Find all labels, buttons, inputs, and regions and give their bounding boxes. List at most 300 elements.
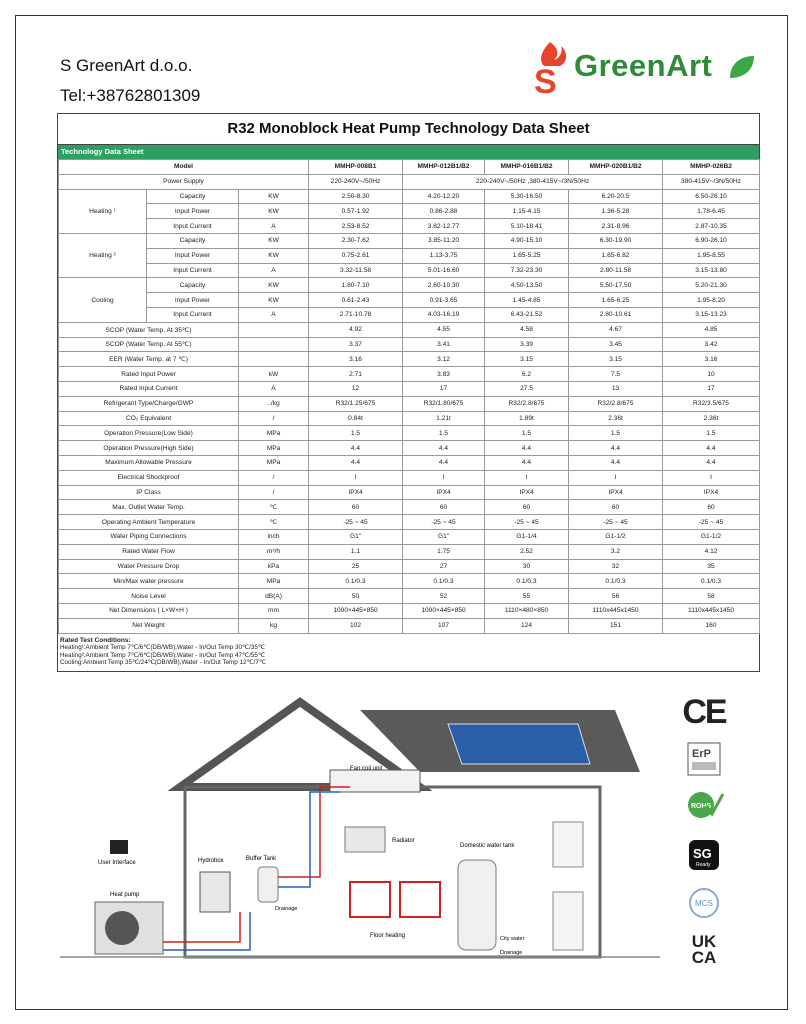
value-cell: 55 [485, 589, 569, 604]
value-cell: 4.4 [569, 441, 663, 456]
value-cell: 2.50-8.30 [309, 189, 403, 204]
fan-coil-label: Fan coil unit [350, 766, 383, 772]
power-supply-value: 220-240V~/50Hz [309, 174, 403, 189]
unit-cell: A [239, 381, 309, 396]
unit-cell: A [239, 307, 309, 322]
floor-heating-left [350, 882, 390, 917]
floor-heating-right [400, 882, 440, 917]
floor-heating-label: Floor heating [370, 933, 406, 939]
table-row [59, 278, 760, 293]
section-band: Technology Data Sheet [58, 145, 759, 159]
param-cell: Refrigerant Type/Charge/GWP [59, 396, 239, 411]
value-cell: 6.43-21.52 [485, 307, 569, 322]
value-cell: 1.75 [403, 544, 485, 559]
unit-cell: KW [239, 233, 309, 248]
value-cell: 2.53-8.52 [309, 219, 403, 234]
value-cell: 3.15 [569, 352, 663, 367]
value-cell: G1-1/4 [485, 529, 569, 544]
param-cell: Input Power [147, 204, 239, 219]
value-cell: 6.2 [485, 367, 569, 382]
value-cell: 2.30-7.62 [309, 233, 403, 248]
unit-cell [239, 337, 309, 352]
logo-wordmark: GreenArt [574, 48, 713, 83]
unit-cell: m³/h [239, 544, 309, 559]
value-cell: 160 [663, 618, 760, 633]
value-cell: 4.4 [663, 455, 760, 470]
house-wall [185, 787, 600, 957]
value-cell: 0.75-2.61 [309, 248, 403, 263]
table-row [59, 307, 760, 322]
value-cell: 3.12 [403, 352, 485, 367]
domestic-water-tank [458, 860, 496, 950]
value-cell: -25 ~ 45 [403, 515, 485, 530]
flame-s-icon [530, 38, 578, 98]
table-row [59, 515, 760, 530]
table-row [59, 174, 760, 189]
param-cell: Water Pressure Drop [59, 559, 239, 574]
table-row [59, 322, 760, 337]
drainage-label: Drainage [500, 950, 523, 956]
user-interface-label: User Interface [98, 860, 136, 866]
param-cell: Min/Max water pressure [59, 574, 239, 589]
value-cell: 6.50-26.10 [663, 189, 760, 204]
note-line: Heating²:Ambient Temp 7℃/6℃(DB/WB),Water - In/Out Temp 47℃/55℃ [60, 651, 265, 659]
power-supply-value: 220-240V~/50Hz ,380-415V~/3N/50Hz [403, 174, 663, 189]
value-cell: 27.5 [485, 381, 569, 396]
value-cell: 3.39 [485, 337, 569, 352]
group-label: Heating ¹ [59, 189, 147, 233]
value-cell: 107 [403, 618, 485, 633]
svg-text:SG: SG [693, 846, 712, 861]
value-cell: 1000×445×850 [403, 603, 485, 618]
unit-cell: KW [239, 293, 309, 308]
value-cell: IPX4 [485, 485, 569, 500]
value-cell: 4.90-15.10 [485, 233, 569, 248]
group-label: Heating ² [59, 233, 147, 277]
value-cell: 5.10-18.41 [485, 219, 569, 234]
value-cell: 4.4 [485, 455, 569, 470]
value-cell: 25 [309, 559, 403, 574]
value-cell: I [309, 470, 403, 485]
unit-cell: KW [239, 189, 309, 204]
unit-cell: kg [239, 618, 309, 633]
value-cell: 3.16 [663, 352, 760, 367]
model-header: MMHP-026B2 [663, 160, 760, 175]
param-cell: Operation Pressure(Low Side) [59, 426, 239, 441]
value-cell: 5.20-21.30 [663, 278, 760, 293]
spec-table [58, 159, 760, 634]
sg-ready-badge [674, 838, 734, 877]
param-cell: Input Current [147, 307, 239, 322]
table-row [59, 455, 760, 470]
pipe-supply [278, 787, 350, 877]
value-cell: I [569, 470, 663, 485]
value-cell: 3.2 [569, 544, 663, 559]
domestic-tank-label: Domestic water tank [460, 843, 515, 849]
value-cell: 4.03-16.19 [403, 307, 485, 322]
sheet-title: R32 Monoblock Heat Pump Technology Data Sheet [58, 114, 759, 145]
value-cell: 1.5 [663, 426, 760, 441]
value-cell: G1-1/2 [569, 529, 663, 544]
unit-cell: ℃ [239, 515, 309, 530]
value-cell: 56 [569, 589, 663, 604]
value-cell: R32/2.8/675 [569, 396, 663, 411]
table-row [59, 293, 760, 308]
value-cell: 2.36t [663, 411, 760, 426]
table-row [59, 559, 760, 574]
phone-number: Tel:+38762801309 [60, 86, 201, 105]
value-cell: 1.21t [403, 411, 485, 426]
value-cell: 6.30-19.90 [569, 233, 663, 248]
radiator-label: Radiator [392, 838, 415, 844]
table-row [59, 337, 760, 352]
value-cell: 2.71-10.78 [309, 307, 403, 322]
value-cell: IPX4 [569, 485, 663, 500]
table-row [59, 219, 760, 234]
value-cell: R32/3.5/675 [663, 396, 760, 411]
unit-cell: / [239, 485, 309, 500]
value-cell: 1.65-6.82 [569, 248, 663, 263]
drainage-label-1: Drainage [275, 906, 298, 912]
unit-cell: mm [239, 603, 309, 618]
param-cell: Net Dimensions ( L×W×H ) [59, 603, 239, 618]
param-cell: EER (Water Temp. at 7 ℃) [59, 352, 239, 367]
value-cell: 1.15-4.15 [485, 204, 569, 219]
value-cell: 1.78-6.45 [663, 204, 760, 219]
erp-badge [674, 742, 734, 781]
unit-cell [239, 352, 309, 367]
buffer-tank-label: Buffer Tank [246, 856, 277, 862]
pipe-cold [163, 912, 250, 950]
value-cell: 1110x445x1450 [663, 603, 760, 618]
param-cell: Rated Water Flow [59, 544, 239, 559]
note-line: Cooling:Ambient Temp 35℃/24℃(DB/WB),Water - In/Out Temp 12℃/7℃ [60, 659, 266, 666]
svg-text:Ready: Ready [696, 862, 711, 868]
value-cell: 3.15 [485, 352, 569, 367]
value-cell: 3.32-11.58 [309, 263, 403, 278]
value-cell: 2.52 [485, 544, 569, 559]
value-cell: 4.4 [403, 455, 485, 470]
model-header: MMHP-016B1/B2 [485, 160, 569, 175]
value-cell: 0.86-2.88 [403, 204, 485, 219]
value-cell: 2.87-10.35 [663, 219, 760, 234]
param-cell: Maximum Allowable Pressure [59, 455, 239, 470]
value-cell: 124 [485, 618, 569, 633]
table-row [59, 544, 760, 559]
param-cell: Noise Level [59, 589, 239, 604]
value-cell: 5.30-16.50 [485, 189, 569, 204]
value-cell: 0.1/0.3 [403, 574, 485, 589]
value-cell: 0.91-3.65 [403, 293, 485, 308]
value-cell: IPX4 [309, 485, 403, 500]
param-cell: CO₂ Equivalent [59, 411, 239, 426]
value-cell: 1.95-8.20 [663, 293, 760, 308]
param-cell: Electrical Shockproof [59, 470, 239, 485]
table-row [59, 263, 760, 278]
erp-icon [687, 742, 721, 776]
table-row [59, 426, 760, 441]
greenart-logo [530, 38, 750, 98]
sg-ready-icon [687, 838, 721, 872]
group-label: Cooling [59, 278, 147, 322]
value-cell: 2.60-10.30 [403, 278, 485, 293]
value-cell: 2.71 [309, 367, 403, 382]
value-cell: 7.32-23.30 [485, 263, 569, 278]
value-cell: 1.65-5.25 [485, 248, 569, 263]
value-cell: 3.15-13.80 [663, 263, 760, 278]
unit-cell: MPa [239, 455, 309, 470]
param-cell: IP Class [59, 485, 239, 500]
value-cell: 35 [663, 559, 760, 574]
value-cell: IPX4 [663, 485, 760, 500]
value-cell: 1.80-7.10 [309, 278, 403, 293]
table-row [59, 589, 760, 604]
unit-cell: A [239, 219, 309, 234]
model-header: MMHP-020B1/B2 [569, 160, 663, 175]
param-cell: Net Weight [59, 618, 239, 633]
unit-cell: / [239, 411, 309, 426]
power-supply-value: 380-415V~/3N/50Hz [663, 174, 760, 189]
value-cell: -25 ~ 45 [485, 515, 569, 530]
value-cell: 3.15-13.23 [663, 307, 760, 322]
table-row [59, 233, 760, 248]
value-cell: 0.1/0.3 [485, 574, 569, 589]
value-cell: 3.41 [403, 337, 485, 352]
svg-text:S: S [534, 63, 557, 98]
value-cell: G1-1/2 [663, 529, 760, 544]
rohs-badge [674, 788, 734, 827]
value-cell: IPX4 [403, 485, 485, 500]
value-cell: 4.20-12.20 [403, 189, 485, 204]
value-cell: 1000×445×850 [309, 603, 403, 618]
table-row [59, 485, 760, 500]
model-label: Model [59, 160, 309, 175]
value-cell: -25 ~ 45 [309, 515, 403, 530]
value-cell: 4.85 [663, 322, 760, 337]
value-cell: 102 [309, 618, 403, 633]
model-header: MMHP-008B1 [309, 160, 403, 175]
table-row [59, 529, 760, 544]
value-cell: 4.4 [403, 441, 485, 456]
svg-text:ErP: ErP [692, 748, 711, 760]
value-cell: 3.16 [309, 352, 403, 367]
value-cell: 7.5 [569, 367, 663, 382]
value-cell: 1110×480×850 [485, 603, 569, 618]
table-row [59, 470, 760, 485]
value-cell: 151 [569, 618, 663, 633]
radiator [345, 827, 385, 852]
value-cell: 1.89t [485, 411, 569, 426]
value-cell: 0.84t [309, 411, 403, 426]
param-cell: Max. Outlet Water Temp. [59, 500, 239, 515]
table-row [59, 500, 760, 515]
param-cell: Rated Input Power [59, 367, 239, 382]
table-row [59, 352, 760, 367]
value-cell: 1.95-8.55 [663, 248, 760, 263]
value-cell: 1.5 [309, 426, 403, 441]
rohs-icon [684, 788, 724, 822]
unit-cell: KW [239, 278, 309, 293]
unit-cell: inch [239, 529, 309, 544]
pipe-hot [163, 912, 240, 942]
value-cell: 60 [485, 500, 569, 515]
unit-cell: MPa [239, 574, 309, 589]
value-cell: 2.31-8.96 [569, 219, 663, 234]
note-line: Heating¹:Ambient Temp 7℃/6℃(DB/WB),Water - In/Out Temp 30℃/35℃ [60, 644, 265, 651]
heat-pump-fan [105, 911, 139, 945]
mcs-icon [687, 886, 721, 920]
unit-cell: dB(A) [239, 589, 309, 604]
value-cell: 0.57-1.92 [309, 204, 403, 219]
value-cell: 5.01-16.60 [403, 263, 485, 278]
value-cell: 60 [309, 500, 403, 515]
value-cell: 50 [309, 589, 403, 604]
value-cell: 12 [309, 381, 403, 396]
param-cell: Input Power [147, 248, 239, 263]
value-cell: -25 ~ 45 [663, 515, 760, 530]
fan-coil-unit [330, 770, 420, 792]
value-cell: 1.45-4.85 [485, 293, 569, 308]
unit-cell: MPa [239, 426, 309, 441]
ukca-mark: UK CA [691, 932, 717, 967]
data-sheet [57, 113, 760, 672]
param-cell: Capacity [147, 189, 239, 204]
value-cell: R32/2.8/675 [485, 396, 569, 411]
buffer-tank [258, 867, 278, 902]
unit-cell: kPa [239, 559, 309, 574]
value-cell: 52 [403, 589, 485, 604]
value-cell: 4.58 [485, 322, 569, 337]
param-cell: Input Current [147, 219, 239, 234]
value-cell: G1" [403, 529, 485, 544]
value-cell: 6.20-20.5 [569, 189, 663, 204]
value-cell: R32/1.25/675 [309, 396, 403, 411]
param-cell: Capacity [147, 233, 239, 248]
value-cell: I [403, 470, 485, 485]
leaf-icon [726, 52, 756, 82]
value-cell: 6.90-26.10 [663, 233, 760, 248]
value-cell: 4.4 [485, 441, 569, 456]
value-cell: 1.5 [569, 426, 663, 441]
test-conditions [58, 634, 759, 671]
param-cell: SCOP (Water Temp. At 35℃) [59, 322, 239, 337]
value-cell: 5.50-17.50 [569, 278, 663, 293]
table-row [59, 618, 760, 633]
unit-cell [239, 322, 309, 337]
param-cell: Operating Ambient Temperature [59, 515, 239, 530]
param-cell: Capacity [147, 278, 239, 293]
table-row [59, 367, 760, 382]
value-cell: 4.4 [663, 441, 760, 456]
svg-text:MCS: MCS [695, 899, 713, 908]
table-row [59, 248, 760, 263]
table-row [59, 574, 760, 589]
value-cell: I [485, 470, 569, 485]
value-cell: 4.50-13.50 [485, 278, 569, 293]
value-cell: 1.1 [309, 544, 403, 559]
value-cell: 4.4 [309, 441, 403, 456]
value-cell: 2.80-10.61 [569, 307, 663, 322]
value-cell: 1.5 [403, 426, 485, 441]
value-cell: 13 [569, 381, 663, 396]
inverter [553, 822, 583, 867]
value-cell: 3.83 [403, 367, 485, 382]
value-cell: 1.36-5.28 [569, 204, 663, 219]
hydrobox [200, 872, 230, 912]
ce-mark: CE [682, 693, 726, 731]
table-row [59, 204, 760, 219]
value-cell: 3.42 [663, 337, 760, 352]
value-cell: 1.13-3.75 [403, 248, 485, 263]
user-interface-panel [110, 840, 128, 854]
table-row [59, 381, 760, 396]
value-cell: 30 [485, 559, 569, 574]
value-cell: 27 [403, 559, 485, 574]
unit-cell: kW [239, 367, 309, 382]
value-cell: 17 [403, 381, 485, 396]
power-supply-label: Power Supply [59, 174, 309, 189]
solar-panel [448, 724, 590, 764]
param-cell: Water Piping Connections [59, 529, 239, 544]
value-cell: 3.82-12.77 [403, 219, 485, 234]
table-row [59, 160, 760, 175]
value-cell: 60 [403, 500, 485, 515]
value-cell: 1.5 [485, 426, 569, 441]
value-cell: 3.37 [309, 337, 403, 352]
value-cell: 1.65-6.25 [569, 293, 663, 308]
value-cell: 0.1/0.3 [569, 574, 663, 589]
value-cell: I [663, 470, 760, 485]
value-cell: 32 [569, 559, 663, 574]
param-cell: Input Power [147, 293, 239, 308]
param-cell: Operation Pressure(High Side) [59, 441, 239, 456]
value-cell: G1" [309, 529, 403, 544]
battery [553, 892, 583, 950]
value-cell: R32/1.80/675 [403, 396, 485, 411]
unit-cell: ../kg [239, 396, 309, 411]
param-cell: SCOP (Water Temp. At 55℃) [59, 337, 239, 352]
table-row [59, 603, 760, 618]
unit-cell: / [239, 470, 309, 485]
value-cell: 10 [663, 367, 760, 382]
value-cell: 17 [663, 381, 760, 396]
installation-diagram [60, 692, 660, 1002]
mcs-badge [674, 886, 734, 925]
value-cell: 0.1/0.3 [309, 574, 403, 589]
pipe-return [278, 792, 340, 887]
value-cell: 58 [663, 589, 760, 604]
value-cell: 4.12 [663, 544, 760, 559]
unit-cell: MPa [239, 441, 309, 456]
company-name: S GreenArt d.o.o. [60, 56, 193, 75]
unit-cell: ℃ [239, 500, 309, 515]
value-cell: 4.55 [403, 322, 485, 337]
value-cell: 0.1/0.3 [663, 574, 760, 589]
table-row [59, 411, 760, 426]
value-cell: 4.4 [569, 455, 663, 470]
notes-title: Rated Test Conditions: [60, 636, 131, 644]
unit-cell: A [239, 263, 309, 278]
value-cell: 4.92 [309, 322, 403, 337]
value-cell: -25 ~ 45 [569, 515, 663, 530]
unit-cell: KW [239, 204, 309, 219]
model-header: MMHP-012B1/B2 [403, 160, 485, 175]
value-cell: 4.4 [309, 455, 403, 470]
hydrobox-label: Hydrobox [198, 858, 224, 864]
city-water-label: City water [500, 936, 525, 942]
value-cell: 2.80-11.58 [569, 263, 663, 278]
value-cell: 0.61-2.43 [309, 293, 403, 308]
